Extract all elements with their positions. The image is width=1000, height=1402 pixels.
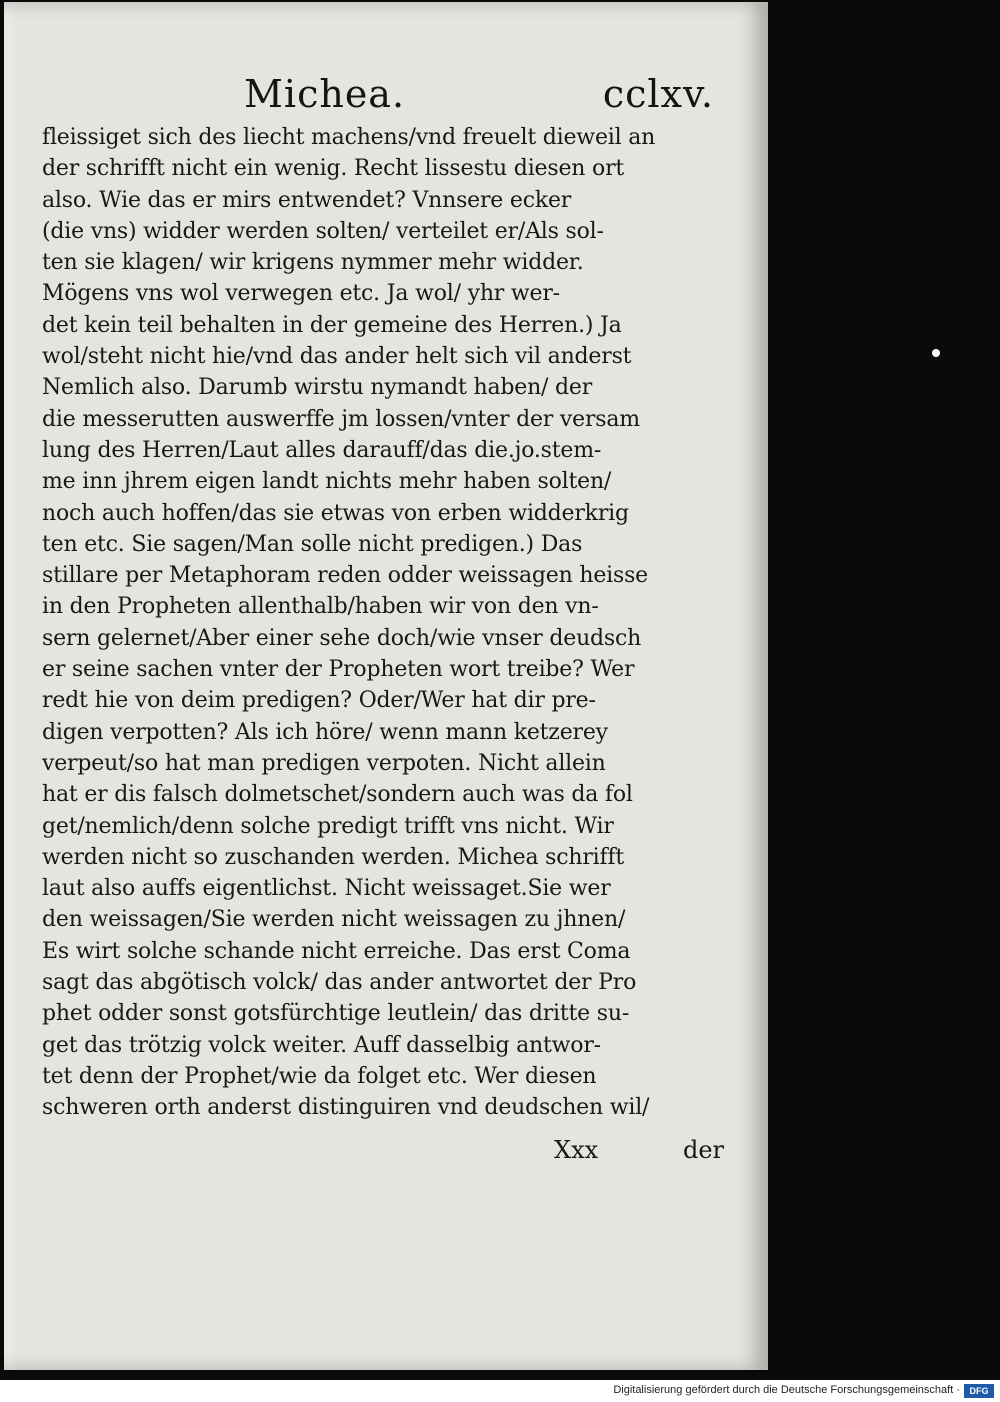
text-line: werden nicht so zuschanden werden. Michea schrifft <box>42 844 625 870</box>
text-line: digen verpotten? Als ich höre/ wenn mann ketzerey <box>42 719 608 745</box>
folio-number: cclxv. <box>602 72 714 116</box>
text-block <box>42 122 722 1124</box>
text-line: ten etc. Sie sagen/Man solle nicht predigen.) Das <box>42 531 583 557</box>
text-line: er seine sachen vnter der Propheten wort treibe? Wer <box>42 657 635 683</box>
text-line: hat er dis falsch dolmetschet/sondern auch was da fol <box>42 782 633 808</box>
text-line: get das trötzig volck weiter. Auff dasselbig antwor- <box>42 1032 601 1058</box>
running-head: Michea. <box>244 72 406 116</box>
credit-text: Digitalisierung gefördert durch die Deutsche Forschungsgemeinschaft · <box>613 1384 960 1396</box>
text-line: Es wirt solche schande nicht erreiche. Das erst Coma <box>42 938 631 964</box>
dfg-logo: DFG <box>964 1384 994 1398</box>
page-footer <box>554 1136 724 1170</box>
text-line: ten sie klagen/ wir krigens nymmer mehr widder. <box>42 250 584 276</box>
text-line: lung des Herren/Laut alles darauff/das die.jo.stem- <box>42 437 602 463</box>
text-line: phet odder sonst gotsfürchtige leutlein/ das dritte su- <box>42 1001 630 1027</box>
text-line: det kein teil behalten in der gemeine des Herren.) Ja <box>42 312 622 338</box>
text-line: laut also auffs eigentlichst. Nicht weissaget.Sie wer <box>42 876 611 902</box>
text-line: Nemlich also. Darumb wirstu nymandt haben/ der <box>42 375 593 401</box>
scan-speck <box>932 349 940 357</box>
text-line: den weissagen/Sie werden nicht weissagen zu jhnen/ <box>42 907 626 933</box>
text-line: schweren orth anderst distinguiren vnd deudschen wil/ <box>42 1095 650 1121</box>
text-line: in den Propheten allenthalb/haben wir von den vn- <box>42 594 599 620</box>
text-line: fleissiget sich des liecht machens/vnd freuelt dieweil an <box>42 125 656 150</box>
text-line: tet denn der Prophet/wie da folget etc. Wer diesen <box>42 1063 597 1089</box>
book-page <box>4 2 768 1370</box>
text-line: noch auch hoffen/das sie etwas von erben widderkrig <box>42 500 629 526</box>
text-line: die messerutten auswerffe jm lossen/vnter der versam <box>42 406 640 432</box>
text-line: also. Wie das er mirs entwendet? Vnnsere ecker <box>42 187 572 213</box>
signature-mark: Xxx <box>554 1136 599 1164</box>
text-line: sagt das abgötisch volck/ das ander antwortet der Pro <box>42 970 637 996</box>
credit-bar <box>0 1380 1000 1402</box>
text-line: sern gelernet/Aber einer sehe doch/wie vnser deudsch <box>42 625 642 651</box>
text-line: verpeut/so hat man predigen verpoten. Nicht allein <box>42 750 606 776</box>
text-line: der schrifft nicht ein wenig. Recht lissestu diesen ort <box>42 156 625 182</box>
catchword: der <box>682 1136 724 1164</box>
text-line: (die vns) widder werden solten/ verteilet er/Als sol- <box>42 218 604 244</box>
text-line: redt hie von deim predigen? Oder/Wer hat dir pre- <box>42 688 596 714</box>
text-line: wol/steht nicht hie/vnd das ander helt sich vil anderst <box>42 344 632 370</box>
text-line: stillare per Metaphoram reden odder weissagen heisse <box>42 563 648 589</box>
text-line: me inn jhrem eigen landt nichts mehr haben solten/ <box>42 469 612 495</box>
text-line: get/nemlich/denn solche predigt trifft vns nicht. Wir <box>42 813 614 839</box>
text-line: Mögens vns wol verwegen etc. Ja wol/ yhr wer- <box>42 281 560 307</box>
